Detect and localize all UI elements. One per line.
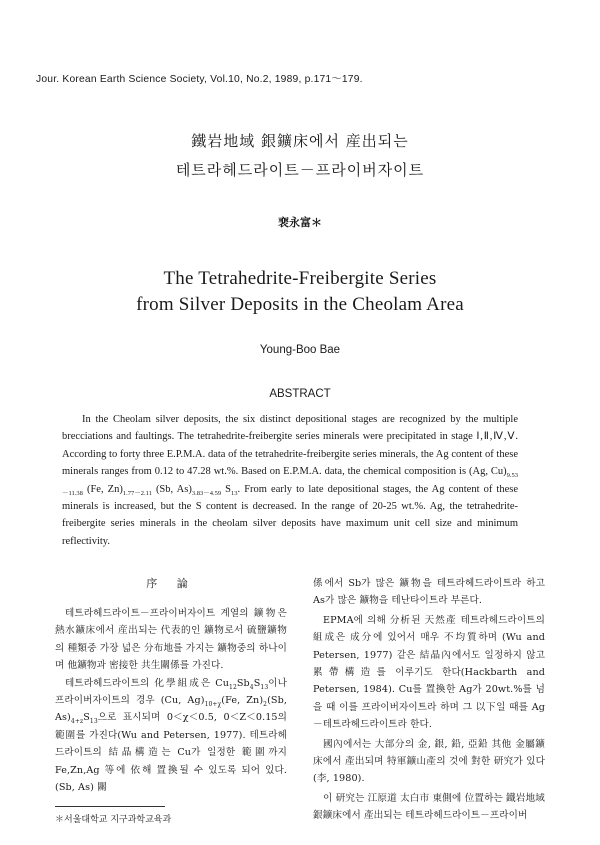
intro-paragraph-4: EPMA에 의해 分析된 天然產 테트라헤드라이트의 組成은 成分에 있어서 매우 不均質하며 (Wu and Petersen, 1977) 같은 結晶內에서도 일정하지 않고 累帶構造를 이루기도 한다(Hackbarth and Petersen, 1984). Cu를 置換한 Ag가 20wt.%를 넘을 때 이를 프라이버자이트라 하며 그 以下일 때를 Ag－테트라헤드라이트라 한다.: [313, 614, 545, 731]
left-column: [55, 575, 287, 796]
korean-author: 裵永富＊: [278, 216, 322, 229]
journal-citation: Jour. Korean Earth Science Society, Vol.10, No.2, 1989, p.171～179.: [36, 74, 363, 85]
intro-paragraph-2: 테트라헤드라이트의 化學組成은 $Cu_{12}Sb_4S_{13}$이나 프라이버자이트의 경우 (Cu, $Ag)_{10+\chi}(Fe$, $Zn)_2(Sb$, $As)_{4+z}S_{13}$으로 표시되며 0＜χ＜0.5, 0＜Z＜0.15의 範圍를 가진다(Wu and Petersen, 1977). 테트라헤드라이트의 結晶構造는 Cu가 일정한 範圍까지 Fe,Zn,Ag 等에 依해 置換될 수 있도록 되어 있다. (Sb, As) 關: [55, 677, 287, 794]
footnote-divider: [55, 806, 165, 807]
right-column: [313, 575, 545, 827]
introduction-heading: 序 論: [146, 577, 196, 590]
korean-title-line2: 테트라헤드라이트－프라이버자이트: [175, 161, 425, 179]
abstract-text: In the Cheolam silver deposits, the six distinct depositional stages are recognized by the multiple brecciations and faultings. The tetrahedrite-freibergite series minerals were precipitated in stage Ⅰ,Ⅱ,Ⅳ,Ⅴ. According to forty three E.P.M.A. data of the tetrahedrite-freibergite series minerals, the Ag content of these minerals ranges from 0.12 to 47.28 wt.%. Based on E.P.M.A. data, the chemical composition is (Ag, $Cu)_{9.53-11.38}$ (Fe, $Zn)_{1.77-2.11}$ (Sb, $As)_{3.83-4.59}$ $S_{13}$. From early to late depositional stages, the Ag content of these minerals is increased, but the S content is decreased. In the range of 20-25 wt.%. Ag, the tetrahedrite-freibergite series minerals in the cheolam silver deposits have maximum unit cell size and minimum reflectivity.: [62, 414, 518, 547]
intro-paragraph-5: 國內에서는 大部分의 金, 銀, 鉛, 亞鉛 其他 金屬鑛床에서 產出되며 特軍鑛山產의 것에 對한 研究가 있다(李, 1980).: [313, 738, 545, 785]
abstract-heading: ABSTRACT: [269, 388, 331, 400]
english-title-line2: from Silver Deposits in the Cheolam Area: [136, 294, 464, 315]
english-author: Young-Boo Bae: [259, 344, 341, 356]
intro-paragraph-1: 테트라헤드라이트－프라이버자이트 계열의 鑛物은 熱水鑛床에서 産出되는 代表的인 鑛物로서 硫鹽鑛物의 種類중 가장 넓은 分布地를 가지는 鑛物중의 하나이며 他鑛物과 密接한 共生關係를 가진다.: [55, 608, 287, 672]
intro-paragraph-3: 係에서 Sb가 많은 鑛物을 테트라헤드라이트라 하고 As가 많은 鑛物을 테난타이트라 부른다.: [313, 578, 545, 607]
intro-paragraph-6: 이 研究는 江原道 太白市 東側에 位置하는 鐵岩地域 銀鑛床에서 產出되는 테트라헤드라이트－프라이버: [313, 792, 545, 822]
korean-title-line1: 鐵岩地域 銀鑛床에서 産出되는: [191, 132, 409, 150]
english-title-line1: The Tetrahedrite-Freibergite Series: [163, 268, 437, 289]
author-affiliation-footnote: ＊서울대학교 지구과학교육과: [55, 815, 172, 825]
